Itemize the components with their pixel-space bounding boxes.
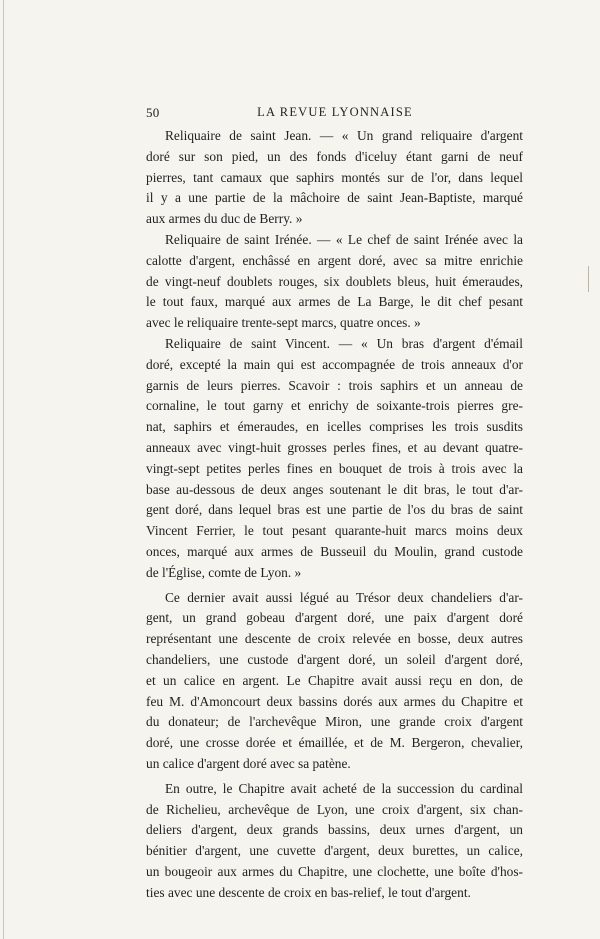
text-line: doré sur son pied, un des fonds d'iceluy étant garni de neuf xyxy=(146,148,523,164)
text-line: doré, excepté la main qui est accompagnée de trois anneaux d'or xyxy=(146,356,523,372)
text-line: gent doré, dans lequel bras est une partie de l'os du bras de saint xyxy=(146,502,523,518)
page-edge-line xyxy=(3,0,4,939)
text-line: aux armes du duc de Berry. » xyxy=(146,211,303,227)
text-line: calotte d'argent, enchâssé en argent doré, avec sa mitre enrichie xyxy=(146,252,523,268)
text-line: du donateur; de l'archevêque Miron, une grande croix d'argent xyxy=(146,714,523,730)
text-line: onces, marqué aux armes de Busseuil du Moulin, grand custode xyxy=(146,543,523,559)
text-line: cornaline, le tout garny et enrichy de soixante-trois pierres gre- xyxy=(146,398,523,414)
text-line: un bougeoir aux armes du Chapitre, une clochette, une boîte d'hos- xyxy=(146,863,523,879)
text-line: avec le reliquaire trente-sept marcs, quatre onces. » xyxy=(146,315,421,331)
text-line: de l'Église, comte de Lyon. » xyxy=(146,564,302,580)
text-line: Reliquaire de saint Jean. — « Un grand reliquaire d'argent xyxy=(165,128,523,143)
running-title: LA REVUE LYONNAISE xyxy=(257,105,413,119)
text-line: le tout faux, marqué aux armes de La Barge, le dit chef pesant xyxy=(146,294,523,310)
paragraph xyxy=(146,779,523,904)
page-number: 50 xyxy=(146,105,160,120)
text-line: chandeliers, une custode d'argent doré, un soleil d'argent doré, xyxy=(146,651,523,667)
text-line: bénitier d'argent, une cuvette d'argent, deux burettes, un calice, xyxy=(146,843,523,859)
text-line: ties avec une descente de croix en bas-relief, le tout d'argent. xyxy=(146,884,471,900)
paragraph xyxy=(146,334,523,584)
paragraph xyxy=(146,126,523,230)
text-line: pierres, tant camaux que saphirs montés sur de l'or, dans lequel xyxy=(146,169,523,185)
text-line: anneaux avec vingt-huit grosses perles fines, et au devant quatre- xyxy=(146,439,523,455)
text-line: En outre, le Chapitre avait acheté de la succession du cardinal xyxy=(165,780,523,796)
text-line: et un calice en argent. Le Chapitre avait aussi reçu en don, de xyxy=(146,672,523,688)
text-line: doré, une crosse dorée et émaillée, et de M. Bergeron, chevalier, xyxy=(146,735,523,751)
margin-mark xyxy=(588,266,589,292)
text-line: nat, saphirs et émeraudes, en icelles comprises les trois susdits xyxy=(146,419,523,435)
text-line: Reliquaire de saint Irénée. — « Le chef de saint Irénée avec la xyxy=(165,231,523,247)
text-line: Reliquaire de saint Vincent. — « Un bras d'argent d'émail xyxy=(165,335,523,351)
paragraph xyxy=(146,588,523,775)
text-line: représentant une descente de croix relevée en bosse, deux autres xyxy=(146,631,523,647)
text-line: il y a une partie de la mâchoire de saint Jean-Baptiste, marqué xyxy=(146,190,523,206)
text-line: de Richelieu, archevêque de Lyon, une croix d'argent, six chan- xyxy=(146,801,523,817)
page-header xyxy=(146,105,524,123)
text-line: gent, un grand gobeau d'argent doré, une paix d'argent doré xyxy=(146,610,523,626)
text-line: Ce dernier avait aussi légué au Trésor deux chandeliers d'ar- xyxy=(165,589,523,605)
paragraph xyxy=(146,230,523,334)
text-line: de vingt-neuf doublets rouges, six doublets bleus, huit émeraudes, xyxy=(146,273,523,289)
text-line: base au-dessous de deux anges soutenant le dit bras, le tout d'ar- xyxy=(146,481,523,497)
text-line: deliers d'argent, deux grands bassins, deux urnes d'argent, un xyxy=(146,822,523,838)
text-line: un calice d'argent doré avec sa patène. xyxy=(146,755,351,771)
text-line: vingt-sept petites perles fines en bouquet de trois à trois avec la xyxy=(146,460,523,476)
text-line: feu M. d'Amoncourt deux bassins dorés aux armes du Chapitre et xyxy=(146,693,523,709)
text-line: Vincent Ferrier, le tout pesant quarante-huit marcs moins deux xyxy=(146,523,523,539)
text-line: garnis de leurs pierres. Scavoir : trois saphirs et un anneau de xyxy=(146,377,523,393)
body-text xyxy=(146,126,523,903)
